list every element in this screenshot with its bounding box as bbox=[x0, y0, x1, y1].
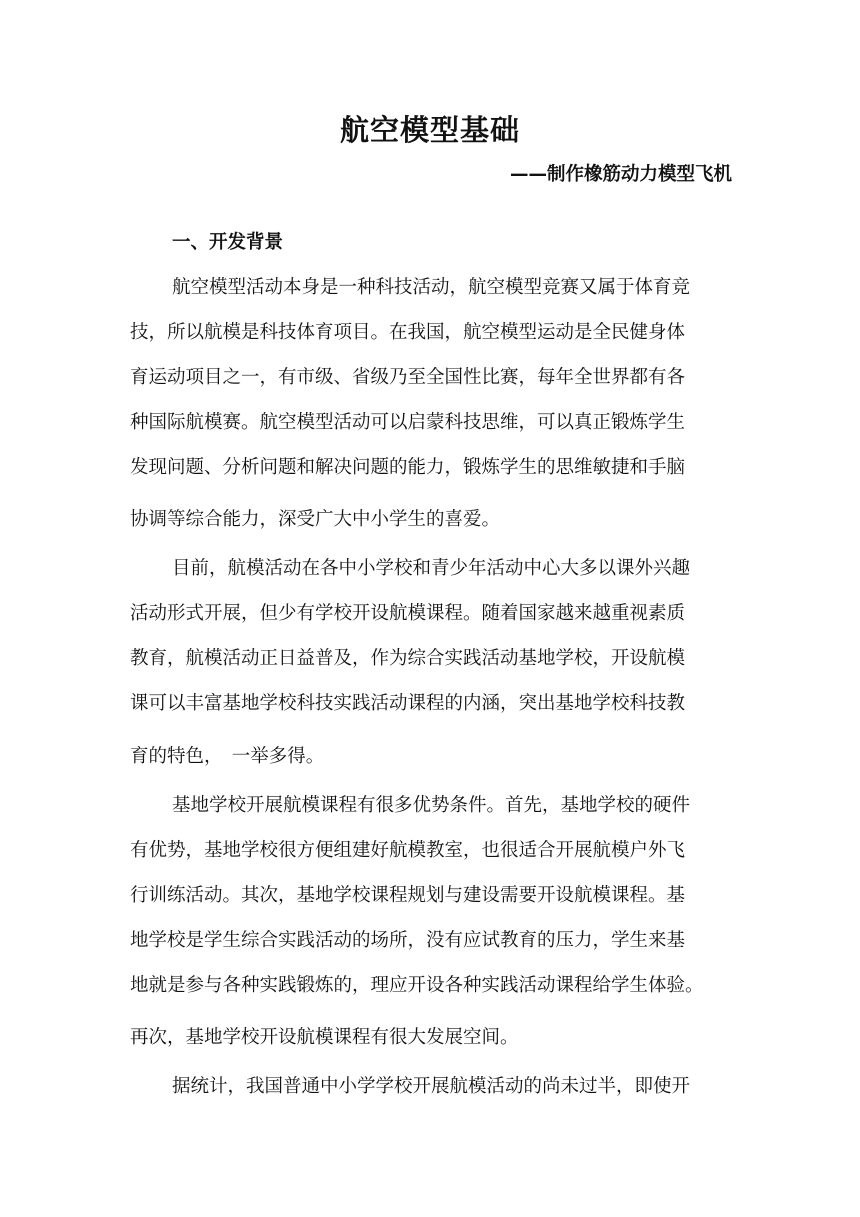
paragraph-line: 教育，航模活动正日益普及，作为综合实践活动基地学校，开设航模 bbox=[130, 648, 686, 669]
paragraph-line: 据统计，我国普通中小学学校开展航模活动的尚未过半，即使开 bbox=[172, 1076, 691, 1097]
paragraph-line: 再次，基地学校开设航模课程有很大发展空间。 bbox=[130, 1027, 519, 1048]
paragraph-line: 发现问题、分析问题和解决问题的能力，锻炼学生的思维敏捷和手脑 bbox=[130, 457, 686, 478]
paragraph-line: 行训练活动。其次，基地学校课程规划与建设需要开设航模课程。基 bbox=[130, 885, 686, 906]
paragraph-line: 育运动项目之一，有市级、省级乃至全国性比赛，每年全世界都有各 bbox=[130, 367, 686, 388]
paragraph-line: 协调等综合能力，深受广大中小学生的喜爱。 bbox=[130, 509, 501, 530]
paragraph-line: 有优势，基地学校很方便组建好航模教室，也很适合开展航模户外飞 bbox=[130, 840, 686, 861]
paragraph-line: 育的特色， 一举多得。 bbox=[130, 746, 325, 767]
paragraph-line: 地学校是学生综合实践活动的场所，没有应试教育的压力，学生来基 bbox=[130, 930, 686, 951]
paragraph-line: 种国际航模赛。航空模型活动可以启蒙科技思维，可以真正锻炼学生 bbox=[130, 412, 686, 433]
paragraph-line: 目前，航模活动在各中小学校和青少年活动中心大多以课外兴趣 bbox=[172, 558, 691, 579]
paragraph-line: 技，所以航模是科技体育项目。在我国，航空模型运动是全民健身体 bbox=[130, 322, 686, 343]
section-heading: 一、开发背景 bbox=[172, 232, 284, 253]
paragraph-line: 课可以丰富基地学校科技实践活动课程的内涵，突出基地学校科技教 bbox=[130, 693, 686, 714]
document-subtitle: ——制作橡筋动力模型飞机 bbox=[509, 164, 732, 185]
paragraph-line: 活动形式开展，但少有学校开设航模课程。随着国家越来越重视素质 bbox=[130, 603, 686, 624]
paragraph-line: 基地学校开展航模课程有很多优势条件。首先，基地学校的硬件 bbox=[172, 795, 691, 816]
paragraph-line: 航空模型活动本身是一种科技活动，航空模型竞赛又属于体育竞 bbox=[172, 277, 691, 298]
paragraph-line: 地就是参与各种实践锻炼的，理应开设各种实践活动课程给学生体验。 bbox=[130, 975, 704, 996]
document-title: 航空模型基础 bbox=[339, 113, 520, 147]
